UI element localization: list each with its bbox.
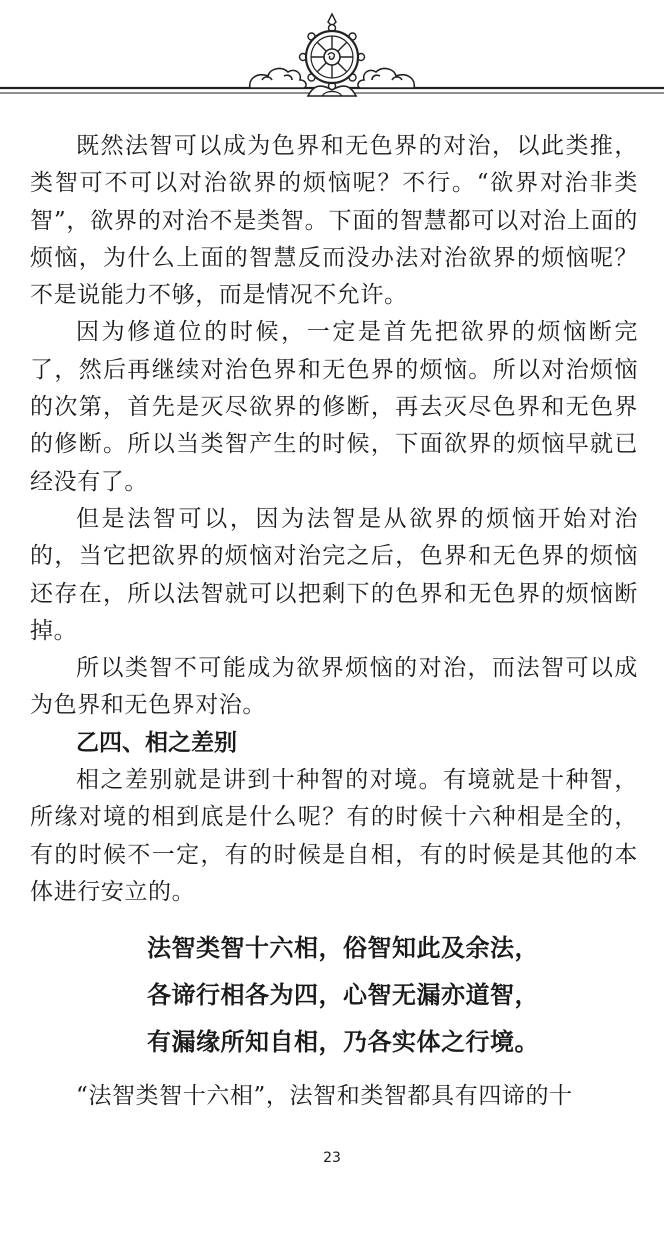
verse-line: 法智类智十六相，俗智知此及余法， (147, 934, 539, 963)
cloud-ornament-left-icon (250, 69, 306, 88)
header-ornament (0, 0, 664, 110)
verse-block (30, 925, 638, 1066)
paragraph: 但是法智可以，因为法智是从欲界的烦恼开始对治的，当它把欲界的烦恼对治完之后，色界和无色界的烦恼还存在，所以法智就可以把剩下的色界和无色界的烦恼断掉。 (30, 505, 638, 644)
verse-line: 有漏缘所知自相，乃各实体之行境。 (147, 1028, 539, 1057)
verse-line: 各谛行相各为四，心智无漏亦道智， (147, 981, 539, 1010)
paragraph: 因为修道位的时候，一定是首先把欲界的烦恼断完了，然后再继续对治色界和无色界的烦恼。所以对治烦恼的次第，首先是灭尽欲界的修断，再去灭尽色界和无色界的修断。所以当类智产生的时候，下面欲界的烦恼早就已经没有了。 (30, 319, 638, 495)
cloud-ornament-right-icon (358, 69, 414, 88)
page-body (30, 128, 638, 1116)
page-number: 23 (323, 1150, 341, 1166)
paragraph: 既然法智可以成为色界和无色界的对治，以此类推，类智可不可以对治欲界的烦恼呢？不行。“欲界对治非类智”，欲界的对治不是类智。下面的智慧都可以对治上面的烦恼，为什么上面的智慧反而没办法对治欲界的烦恼呢？不是说能力不够，而是情况不允许。 (30, 133, 638, 309)
dharma-wheel-icon (300, 14, 365, 96)
paragraph: 所以类智不可能成为欲界烦恼的对治，而法智可以成为色界和无色界对治。 (30, 655, 638, 719)
section-heading: 乙四、相之差别 (76, 729, 237, 756)
paragraph: “法智类智十六相”，法智和类智都具有四谛的十 (76, 1083, 573, 1110)
paragraph: 相之差别就是讲到十种智的对境。有境就是十种智，所缘对境的相到底是什么呢？有的时候十六种相是全的，有的时候不一定，有的时候是自相，有的时候是其他的本体进行安立的。 (30, 767, 638, 905)
